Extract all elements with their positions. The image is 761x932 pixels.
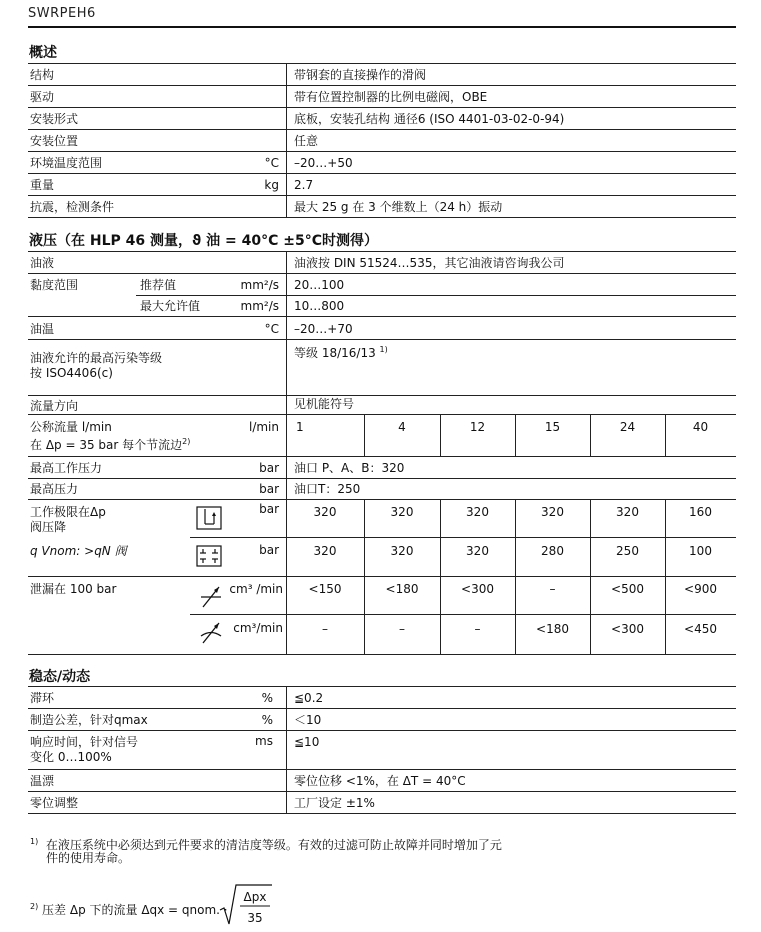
viscosity-max-label: 最大允许值 xyxy=(140,299,201,313)
row-label: 重量 xyxy=(30,178,55,192)
rule xyxy=(28,654,736,655)
fluid-value: 油液按 DIN 51524…535，其它油液请咨询我公司 xyxy=(294,256,565,270)
rule xyxy=(28,316,736,317)
rule xyxy=(28,251,736,252)
nominal-flow-label: 公称流量 l/min xyxy=(30,420,112,434)
rule xyxy=(28,478,736,479)
limit-value: 320 xyxy=(466,505,489,519)
row-value: 带有位置控制器的比例电磁阀，OBE xyxy=(294,90,488,104)
leakage-label: 泄漏在 100 bar xyxy=(30,582,117,596)
leakage-value: <900 xyxy=(684,582,717,596)
limit-label-3: q Vnom: >qN 阀 xyxy=(30,544,127,558)
row-label-2: 变化 0…100% xyxy=(30,750,112,764)
rule xyxy=(28,499,736,500)
leakage-value: <180 xyxy=(385,582,419,596)
leakage-unit-2: cm³/min xyxy=(233,621,283,635)
limit-value: 160 xyxy=(689,505,712,519)
rule xyxy=(28,456,736,457)
row-label: 环境温度范围 xyxy=(30,156,103,170)
leakage-value: – xyxy=(474,622,481,636)
model-name: SWRPEH6 xyxy=(28,6,96,21)
col-divider xyxy=(286,686,287,813)
limit-value: 320 xyxy=(313,505,337,519)
limit-value: 280 xyxy=(541,544,564,558)
leakage-value: <150 xyxy=(308,582,342,596)
row-value: ＜10 xyxy=(294,713,322,727)
leak-symbol-b-icon xyxy=(198,620,224,646)
limit-value: 320 xyxy=(313,544,337,558)
limit-value: 100 xyxy=(689,544,712,558)
rule xyxy=(28,173,736,174)
limit-unit-2: bar xyxy=(259,543,279,557)
sqrt-denominator: 35 xyxy=(247,911,263,925)
nominal-flow-value: 24 xyxy=(619,420,636,434)
rule xyxy=(28,791,736,792)
nominal-flow-value: 40 xyxy=(692,420,709,434)
rule xyxy=(190,537,736,538)
viscosity-max-value: 10…800 xyxy=(294,299,345,313)
col-divider xyxy=(286,63,287,217)
leakage-value: <450 xyxy=(684,622,717,636)
row-label: 驱动 xyxy=(30,90,55,104)
limit-value: 320 xyxy=(541,505,564,519)
row-unit: % xyxy=(261,713,273,727)
limit-value: 250 xyxy=(616,544,639,558)
viscosity-rec-label: 推荐值 xyxy=(140,278,177,292)
contamination-label-2: 按 ISO4406(c) xyxy=(30,366,113,380)
leakage-value: – xyxy=(322,622,328,636)
nominal-flow-value: 1 xyxy=(296,420,304,434)
section-title-hydraulic: 液压（在 HLP 46 测量，ϑ 油 = 40°C ±5°C时测得） xyxy=(29,233,378,249)
row-value: 工厂设定 ±1% xyxy=(294,796,375,810)
max-pressure-unit: bar xyxy=(259,482,279,496)
nominal-flow-value: 15 xyxy=(544,420,561,434)
rule xyxy=(28,63,736,64)
row-unit: °C xyxy=(264,156,279,170)
nominal-flow-unit: l/min xyxy=(248,420,279,434)
row-label: 滞环 xyxy=(30,691,55,705)
rule xyxy=(28,339,736,340)
max-pressure-label: 最高压力 xyxy=(30,482,79,496)
leakage-value: – xyxy=(549,582,556,596)
sqrt-numerator: Δpx xyxy=(243,890,267,904)
oil-temp-value: –20…+70 xyxy=(294,322,353,336)
max-work-pressure-label: 最高工作压力 xyxy=(30,461,103,475)
row-value: 零位位移 <1%，在 ΔT = 40°C xyxy=(294,774,466,788)
rule xyxy=(190,614,736,615)
row-unit: kg xyxy=(264,178,279,192)
row-label: 结构 xyxy=(30,68,55,82)
viscosity-rec-value: 20…100 xyxy=(294,278,345,292)
footnote-1: $^{1)}$ 在液压系统中必须达到元件要求的清洁度等级。有效的过滤可防止故障并同时增加了元 xyxy=(30,837,502,852)
row-label: 制造公差，针对qmax xyxy=(30,713,148,727)
nominal-flow-value: 4 xyxy=(398,420,406,434)
row-value: –20…+50 xyxy=(294,156,353,170)
rule xyxy=(28,686,736,687)
leakage-value: – xyxy=(399,622,405,636)
row-label: 抗震，检测条件 xyxy=(30,200,115,214)
row-value: ≦10 xyxy=(294,735,320,749)
row-value: 带钢套的直接操作的滑阀 xyxy=(294,68,427,82)
rule xyxy=(28,107,736,108)
rule xyxy=(28,576,736,577)
row-value: 底板，安装孔结构 通径6 (ISO 4401-03-02-0-94) xyxy=(294,112,565,126)
limit-unit-1: bar xyxy=(259,502,279,516)
rule xyxy=(28,273,736,274)
contamination-label: 油液允许的最高污染等级 xyxy=(30,351,163,365)
header-rule xyxy=(28,26,736,28)
section-title-general: 概述 xyxy=(29,45,57,61)
rule xyxy=(28,85,736,86)
row-value: 任意 xyxy=(294,134,319,148)
row-value: 2.7 xyxy=(294,178,314,192)
leakage-unit-1: cm³ /min xyxy=(229,582,283,596)
row-label: 响应时间，针对信号 xyxy=(30,735,139,749)
section-title-static: 稳态/动态 xyxy=(29,669,91,685)
valve-symbol-a-icon xyxy=(196,506,222,530)
viscosity-rec-unit: mm²/s xyxy=(240,278,279,292)
leakage-value: <180 xyxy=(536,622,569,636)
max-work-pressure-value: 油口 P、A、B：320 xyxy=(294,461,405,475)
row-value: ≦0.2 xyxy=(294,691,324,705)
row-value: 最大 25 g 在 3 个维数上（24 h）振动 xyxy=(294,200,503,214)
rule xyxy=(28,769,736,770)
row-label: 零位调整 xyxy=(30,796,79,810)
nominal-flow-label-2: 在 Δp = 35 bar 每个节流边$^{2)}$ xyxy=(30,437,191,452)
fluid-label: 油液 xyxy=(30,256,55,270)
valve-symbol-b-icon xyxy=(196,545,222,567)
limit-value: 320 xyxy=(390,505,414,519)
row-label: 安装形式 xyxy=(30,112,79,126)
rule xyxy=(136,295,736,296)
leak-symbol-a-icon xyxy=(198,584,224,610)
row-label: 安装位置 xyxy=(30,134,79,148)
flow-dir-label: 流量方向 xyxy=(30,399,79,413)
viscosity-max-unit: mm²/s xyxy=(240,299,279,313)
max-work-pressure-unit: bar xyxy=(259,461,279,475)
rule xyxy=(28,217,736,218)
viscosity-label: 黏度范围 xyxy=(30,278,79,292)
flow-dir-value: 见机能符号 xyxy=(294,397,355,411)
leakage-value: <500 xyxy=(611,582,644,596)
limit-label: 工作极限在Δp xyxy=(30,505,106,519)
footnote-2: $^{2)}$ 压差 Δp 下的流量 Δqx = qnom. · xyxy=(30,902,228,917)
limit-label-2: 阀压降 xyxy=(30,520,67,534)
rule xyxy=(28,813,736,814)
limit-value: 320 xyxy=(466,544,489,558)
rule xyxy=(28,151,736,152)
oil-temp-label: 油温 xyxy=(30,322,55,336)
row-label: 温漂 xyxy=(30,774,55,788)
nominal-flow-value: 12 xyxy=(469,420,486,434)
rule xyxy=(28,708,736,709)
rule xyxy=(28,414,736,415)
rule xyxy=(28,195,736,196)
row-unit: % xyxy=(261,691,273,705)
max-pressure-value: 油口T：250 xyxy=(294,482,361,496)
oil-temp-unit: °C xyxy=(264,322,279,336)
rule xyxy=(28,730,736,731)
footnote-1-cont: 件的使用寿命。 xyxy=(46,851,131,865)
row-unit: ms xyxy=(255,734,273,748)
leakage-value: <300 xyxy=(611,622,644,636)
limit-value: 320 xyxy=(616,505,639,519)
rule xyxy=(28,395,736,396)
rule xyxy=(28,129,736,130)
leakage-value: <300 xyxy=(461,582,494,596)
limit-value: 320 xyxy=(390,544,414,558)
contamination-value: 等级 18/16/13 $^{1)}$ xyxy=(294,345,388,360)
